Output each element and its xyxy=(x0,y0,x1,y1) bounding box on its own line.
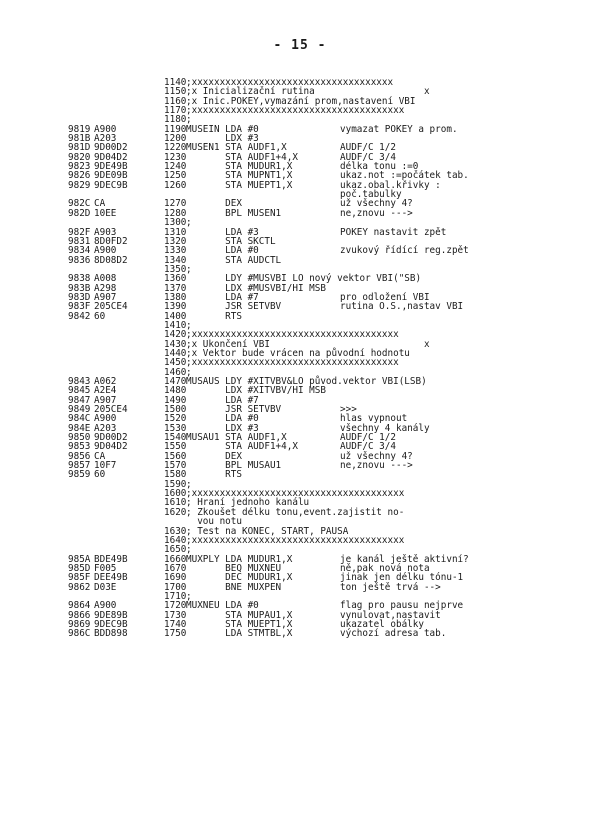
line-ln: 1280 xyxy=(164,207,187,219)
line-cmt: ne,znovu ---> xyxy=(340,460,413,472)
line-ln: 1740 xyxy=(164,618,187,630)
line-ln: 1440 xyxy=(164,347,187,359)
listing-line xyxy=(68,611,596,620)
listing-line xyxy=(68,564,596,573)
line-ln: 1660 xyxy=(164,553,187,565)
line-hex: A298 xyxy=(94,282,117,294)
line-code: BPL MUSEN1 xyxy=(186,207,282,219)
line-addr: 981D xyxy=(68,142,91,154)
listing-line xyxy=(68,629,596,638)
listing-line xyxy=(68,209,596,218)
line-code: vou notu xyxy=(186,516,242,528)
listing-line xyxy=(68,442,596,451)
line-cmt: ukaz.obal.křivky : xyxy=(340,179,441,191)
line-hex: A903 xyxy=(94,226,117,238)
listing-line xyxy=(68,237,596,246)
line-ln: 1750 xyxy=(164,628,187,640)
page-number: - 15 - xyxy=(273,38,327,53)
listing-line xyxy=(68,470,596,479)
line-addr: 9823 xyxy=(68,161,91,173)
line-ln: 1730 xyxy=(164,609,187,621)
line-ln: 1400 xyxy=(164,310,187,322)
listing-line xyxy=(68,199,596,208)
line-ln: 1260 xyxy=(164,179,187,191)
line-addr: 9862 xyxy=(68,581,91,593)
line-code: ; Test na KONEC, START, PAUSA xyxy=(186,525,349,537)
line-hex: 9D04D2 xyxy=(94,441,128,453)
assembly-listing xyxy=(68,78,596,639)
line-ln: 1330 xyxy=(164,245,187,257)
line-cmt: AUDF/C 1/2 xyxy=(340,142,396,154)
line-hex: 9DE89B xyxy=(94,609,128,621)
line-hex: 9DEC9B xyxy=(94,618,128,630)
listing-line xyxy=(68,358,596,367)
line-hex: 60 xyxy=(94,310,106,322)
line-cmt: vynulovat,nastavit xyxy=(340,609,441,621)
line-addr: 9836 xyxy=(68,254,91,266)
line-ln: 1170 xyxy=(164,105,187,117)
line-code: LDY #MUSVBI LO nový vektor VBI("SB) xyxy=(186,273,422,285)
line-ln: 1230 xyxy=(164,151,187,163)
line-hex: 205CE4 xyxy=(94,404,128,416)
line-code: ; xyxy=(186,366,192,378)
line-code: DEC MUDUR1,X xyxy=(186,572,293,584)
line-code: ;xxxxxxxxxxxxxxxxxxxxxxxxxxxxxxxxxxxxxx xyxy=(186,534,405,546)
line-addr: 982D xyxy=(68,207,91,219)
line-hex: A008 xyxy=(94,273,117,285)
listing-line xyxy=(68,396,596,405)
line-addr: 983B xyxy=(68,282,91,294)
line-hex: A907 xyxy=(94,291,117,303)
line-addr: 9843 xyxy=(68,376,91,387)
listing-line xyxy=(68,143,596,152)
line-hex: CA xyxy=(94,450,106,462)
line-code: ; xyxy=(186,114,192,126)
line-cmt: rutina O.S.,nastav VBI xyxy=(340,301,464,313)
line-ln: 1140 xyxy=(164,77,187,88)
line-code: BNE MUXPEN xyxy=(186,581,282,593)
line-addr: 985D xyxy=(68,562,91,574)
line-code: MUSAU1 STA AUDF1,X xyxy=(186,432,287,444)
line-code: RTS xyxy=(186,310,242,322)
listing-line xyxy=(68,461,596,470)
line-code: STA SKCTL xyxy=(186,235,276,247)
line-code: ;x Inic.POKEY,vymazání prom,nastavení VBI xyxy=(186,95,416,107)
line-hex: 205CE4 xyxy=(94,301,128,313)
line-ln: 1340 xyxy=(164,254,187,266)
line-ln: 1650 xyxy=(164,544,187,556)
line-addr: 9850 xyxy=(68,432,91,444)
listing-line xyxy=(68,508,596,517)
listing-line xyxy=(68,190,596,199)
line-code: STA AUDF1+4,X xyxy=(186,151,298,163)
listing-line xyxy=(68,330,596,339)
line-addr: 9820 xyxy=(68,151,91,163)
line-code: ;xxxxxxxxxxxxxxxxxxxxxxxxxxxxxxxxxxxx xyxy=(186,77,394,88)
line-ln: 1360 xyxy=(164,273,187,285)
line-code: DEX xyxy=(186,450,242,462)
line-addr: 983D xyxy=(68,291,91,303)
line-hex: CA xyxy=(94,198,106,210)
listing-line xyxy=(68,452,596,461)
line-hex: A203 xyxy=(94,422,117,434)
line-ln: 1540 xyxy=(164,432,187,444)
line-code: MUSEN1 STA AUDF1,X xyxy=(186,142,287,154)
listing-line xyxy=(68,601,596,610)
line-code: LDA #7 xyxy=(186,394,259,406)
line-addr: 985A xyxy=(68,553,91,565)
line-ln: 1710 xyxy=(164,590,187,602)
listing-line xyxy=(68,545,596,554)
line-hex: 9D04D2 xyxy=(94,151,128,163)
line-cmt: ukazatel obálky xyxy=(340,618,424,630)
line-code: LDA STMTBL,X xyxy=(186,628,293,640)
line-cmt: je kanál ještě aktivní? xyxy=(340,553,469,565)
line-hex: A900 xyxy=(94,600,117,612)
line-hex: BDD898 xyxy=(94,628,128,640)
line-ln: 1370 xyxy=(164,282,187,294)
listing-line xyxy=(68,312,596,321)
line-ln: 1300 xyxy=(164,217,187,229)
line-ln: 1520 xyxy=(164,413,187,425)
line-ln: 1190 xyxy=(164,123,187,135)
line-addr: 9864 xyxy=(68,600,91,612)
line-ln: 1530 xyxy=(164,422,187,434)
line-cmt: zvukový řídící reg.zpět xyxy=(340,245,469,257)
line-code: ; Zkoušet délku tonu,event.zajistit no- xyxy=(186,506,405,518)
line-addr: 9853 xyxy=(68,441,91,453)
line-code: LDX #MUSVBI/HI MSB xyxy=(186,282,326,294)
listing-line xyxy=(68,256,596,265)
line-code: STA AUDF1+4,X xyxy=(186,441,298,453)
line-cmt: všechny 4 kanály xyxy=(340,422,430,434)
line-ln: 1570 xyxy=(164,460,187,472)
listing-line xyxy=(68,386,596,395)
line-code: BPL MUSAU1 xyxy=(186,460,282,472)
line-cmt: ton ještě trvá --> xyxy=(340,581,441,593)
line-hex: 9D00D2 xyxy=(94,432,128,444)
line-addr: 984C xyxy=(68,413,91,425)
line-cmt: AUDF/C 1/2 xyxy=(340,432,396,444)
line-hex: 10EE xyxy=(94,207,117,219)
line-addr: 9847 xyxy=(68,394,91,406)
line-cmt: poč.tabulky xyxy=(340,189,402,201)
listing-line xyxy=(68,620,596,629)
line-ln: 1670 xyxy=(164,562,187,574)
line-ln: 1450 xyxy=(164,357,187,369)
listing-line xyxy=(68,405,596,414)
line-code: STA MUEPT1,X xyxy=(186,179,293,191)
listing-line xyxy=(68,284,596,293)
line-code: LDA #7 xyxy=(186,291,259,303)
line-code: MUSEIN LDA #0 xyxy=(186,123,259,135)
line-addr: 9849 xyxy=(68,404,91,416)
listing-line xyxy=(68,536,596,545)
line-addr: 9857 xyxy=(68,460,91,472)
listing-line xyxy=(68,592,596,601)
listing-line xyxy=(68,302,596,311)
line-addr: 982C xyxy=(68,198,91,210)
line-ln: 1180 xyxy=(164,114,187,126)
line-hex: 60 xyxy=(94,469,106,481)
line-ln: 1160 xyxy=(164,95,187,107)
line-hex: DEE49B xyxy=(94,572,128,584)
line-ln: 1480 xyxy=(164,385,187,397)
line-code: ; xyxy=(186,263,192,275)
line-hex: A062 xyxy=(94,376,117,387)
listing-line xyxy=(68,489,596,498)
line-code: ; xyxy=(186,217,192,229)
line-addr: 9856 xyxy=(68,450,91,462)
line-addr: 9831 xyxy=(68,235,91,247)
listing-line xyxy=(68,162,596,171)
line-hex: 9DE49B xyxy=(94,161,128,173)
listing-line xyxy=(68,125,596,134)
line-addr: 984E xyxy=(68,422,91,434)
line-ln: 1200 xyxy=(164,133,187,145)
listing-line xyxy=(68,171,596,180)
listing-line xyxy=(68,274,596,283)
line-cmt: pro odložení VBI xyxy=(340,291,430,303)
line-cmt: POKEY nastavit zpět xyxy=(340,226,447,238)
listing-line xyxy=(68,181,596,190)
line-ln: 1600 xyxy=(164,488,187,500)
line-ln: 1690 xyxy=(164,572,187,584)
listing-line xyxy=(68,78,596,87)
line-code: LDA #3 xyxy=(186,226,259,238)
line-addr: 9869 xyxy=(68,618,91,630)
line-addr: 981B xyxy=(68,133,91,145)
listing-line xyxy=(68,414,596,423)
line-addr: 9819 xyxy=(68,123,91,135)
line-code: ;x Inicializační rutina xyxy=(186,86,315,98)
line-ln: 1640 xyxy=(164,534,187,546)
line-cmt: x xyxy=(340,86,430,98)
line-cmt: hlas vypnout xyxy=(340,413,408,425)
line-code: STA MUPNT1,X xyxy=(186,170,293,182)
line-ln: 1630 xyxy=(164,525,187,537)
line-ln: 1490 xyxy=(164,394,187,406)
listing-line xyxy=(68,246,596,255)
line-addr: 9826 xyxy=(68,170,91,182)
listing-line xyxy=(68,293,596,302)
listing-line xyxy=(68,555,596,564)
line-code: MUXPLY LDA MUDUR1,X xyxy=(186,553,293,565)
line-ln: 1380 xyxy=(164,291,187,303)
line-code: MUSAUS LDY #XITVBV&LO původ.vektor VBI(LSB) xyxy=(186,376,427,387)
line-code: STA AUDCTL xyxy=(186,254,282,266)
line-hex: BDE49B xyxy=(94,553,128,565)
line-addr: 9829 xyxy=(68,179,91,191)
line-cmt: ukaz.not :=počátek tab. xyxy=(340,170,469,182)
line-code: ;xxxxxxxxxxxxxxxxxxxxxxxxxxxxxxxxxxxxxx xyxy=(186,105,405,117)
line-code: LDA #0 xyxy=(186,413,259,425)
line-cmt: x xyxy=(340,338,430,350)
listing-line xyxy=(68,218,596,227)
line-ln: 1720 xyxy=(164,600,187,612)
line-addr: 9838 xyxy=(68,273,91,285)
line-code: ;x Ukončení VBI xyxy=(186,338,270,350)
line-addr: 9866 xyxy=(68,609,91,621)
line-code: ; xyxy=(186,544,192,556)
line-ln: 1620 xyxy=(164,506,187,518)
line-ln: 1460 xyxy=(164,366,187,378)
line-addr: 983F xyxy=(68,301,91,313)
line-hex: A2E4 xyxy=(94,385,117,397)
line-ln: 1700 xyxy=(164,581,187,593)
line-cmt: vymazat POKEY a prom. xyxy=(340,123,458,135)
line-cmt: ně,pak nová nota xyxy=(340,562,430,574)
listing-line xyxy=(68,377,596,386)
line-hex: A907 xyxy=(94,394,117,406)
line-ln: 1470 xyxy=(164,376,187,387)
line-code: LDA #0 xyxy=(186,245,259,257)
line-cmt: délka tonu :=0 xyxy=(340,161,419,173)
line-code: DEX xyxy=(186,198,242,210)
line-ln: 1220 xyxy=(164,142,187,154)
line-ln: 1250 xyxy=(164,170,187,182)
line-ln: 1420 xyxy=(164,329,187,341)
line-code: ;xxxxxxxxxxxxxxxxxxxxxxxxxxxxxxxxxxxxxx xyxy=(186,488,405,500)
line-ln: 1310 xyxy=(164,226,187,238)
line-hex: A900 xyxy=(94,413,117,425)
line-code: LDX #XITVBV/HI MSB xyxy=(186,385,326,397)
line-code: STA MUDUR1,X xyxy=(186,161,293,173)
line-ln: 1320 xyxy=(164,235,187,247)
line-code: ;xxxxxxxxxxxxxxxxxxxxxxxxxxxxxxxxxxxxx xyxy=(186,329,399,341)
line-ln: 1390 xyxy=(164,301,187,313)
line-ln: 1580 xyxy=(164,469,187,481)
line-hex: 9D00D2 xyxy=(94,142,128,154)
line-ln: 1150 xyxy=(164,86,187,98)
line-code: STA MUPAU1,X xyxy=(186,609,293,621)
line-code: ; xyxy=(186,590,192,602)
line-addr: 986C xyxy=(68,628,91,640)
line-ln: 1500 xyxy=(164,404,187,416)
line-cmt: flag pro pausu nejprve xyxy=(340,600,464,612)
line-ln: 1350 xyxy=(164,263,187,275)
listing-line xyxy=(68,106,596,115)
line-ln: 1430 xyxy=(164,338,187,350)
line-hex: D03E xyxy=(94,581,117,593)
line-hex: 9DEC9B xyxy=(94,179,128,191)
line-code: JSR SETVBV xyxy=(186,301,282,313)
listing-line xyxy=(68,573,596,582)
listing-line xyxy=(68,433,596,442)
line-code: STA MUEPT1,X xyxy=(186,618,293,630)
line-ln: 1410 xyxy=(164,319,187,331)
listing-line xyxy=(68,583,596,592)
line-hex: A900 xyxy=(94,123,117,135)
line-cmt: >>> xyxy=(340,404,357,416)
line-code: JSR SETVBV xyxy=(186,404,282,416)
line-code: LDX #3 xyxy=(186,133,259,145)
listing-line xyxy=(68,115,596,124)
line-addr: 9845 xyxy=(68,385,91,397)
line-code: LDX #3 xyxy=(186,422,259,434)
line-hex: F005 xyxy=(94,562,117,574)
line-ln: 1610 xyxy=(164,497,187,509)
line-cmt: už všechny 4? xyxy=(340,198,413,210)
line-addr: 982F xyxy=(68,226,91,238)
line-addr: 9859 xyxy=(68,469,91,481)
line-ln: 1240 xyxy=(164,161,187,173)
line-addr: 9834 xyxy=(68,245,91,257)
line-cmt: AUDF/C 3/4 xyxy=(340,441,396,453)
line-hex: A203 xyxy=(94,133,117,145)
line-code: ; xyxy=(186,478,192,490)
line-cmt: výchozí adresa tab. xyxy=(340,628,447,640)
line-code: MUXNEU LDA #0 xyxy=(186,600,259,612)
line-code: RTS xyxy=(186,469,242,481)
line-code: ;x Vektor bude vrácen na původní hodnotu xyxy=(186,347,410,359)
line-addr: 9842 xyxy=(68,310,91,322)
listing-line xyxy=(68,153,596,162)
line-cmt: ne,znovu ---> xyxy=(340,207,413,219)
line-hex: 8D0FD2 xyxy=(94,235,128,247)
line-code: ; xyxy=(186,319,192,331)
line-code: ;xxxxxxxxxxxxxxxxxxxxxxxxxxxxxxxxxxxxx xyxy=(186,357,399,369)
line-code: ; Hraní jednoho kanálu xyxy=(186,497,310,509)
listing-line xyxy=(68,424,596,433)
listing-line xyxy=(68,134,596,143)
line-ln: 1550 xyxy=(164,441,187,453)
line-ln: 1590 xyxy=(164,478,187,490)
line-ln: 1560 xyxy=(164,450,187,462)
line-hex: 9DE09B xyxy=(94,170,128,182)
line-hex: A900 xyxy=(94,245,117,257)
listing-line xyxy=(68,228,596,237)
line-addr: 985F xyxy=(68,572,91,584)
line-cmt: už všechny 4? xyxy=(340,450,413,462)
line-code: BEQ MUXNEU xyxy=(186,562,282,574)
line-hex: 8D08D2 xyxy=(94,254,128,266)
line-cmt: AUDF/C 3/4 xyxy=(340,151,396,163)
line-hex: 10F7 xyxy=(94,460,117,472)
line-ln: 1270 xyxy=(164,198,187,210)
line-cmt: jinak jen délku tónu-1 xyxy=(340,572,464,584)
